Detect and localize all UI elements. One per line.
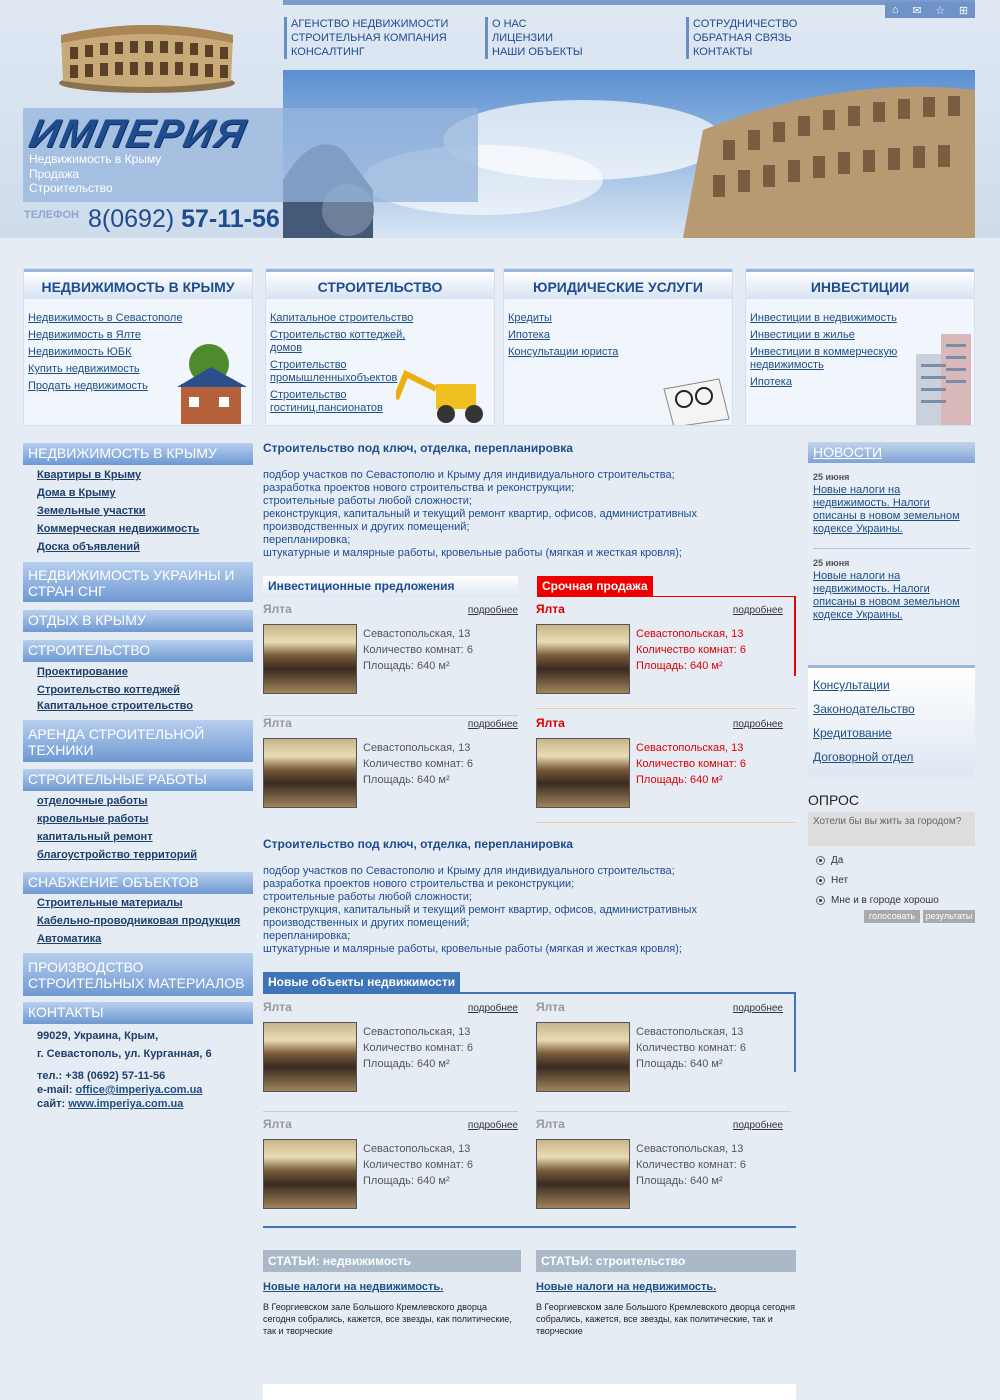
right-link-credit[interactable]: Кредитование: [813, 726, 892, 740]
left-menu-equipment-rent[interactable]: АРЕНДА СТРОИТЕЛЬНОЙ ТЕХНИКИ: [23, 720, 253, 762]
poll-option[interactable]: [816, 875, 975, 886]
articles-construction: [536, 1250, 796, 1337]
category-link[interactable]: Недвижимость в Ялте: [28, 329, 142, 341]
card-area: Площадь: 640 м²: [363, 1058, 450, 1070]
card-area: Площадь: 640 м²: [636, 1058, 723, 1070]
excavator-icon: [396, 369, 495, 426]
news-block: [808, 442, 975, 654]
category-link[interactable]: Строительство коттеджей, домов: [270, 329, 406, 354]
tagline: Продажа: [29, 167, 80, 181]
card-area: Площадь: 640 м²: [636, 774, 723, 786]
news-item[interactable]: Новые налоги на недвижимость. Налоги описаны в новом земельном кодексе Украины.: [813, 484, 960, 535]
poll-option[interactable]: [816, 895, 975, 906]
card-info: [363, 740, 473, 788]
urgent-divider: [536, 708, 796, 709]
left-menu-rest-crimea[interactable]: ОТДЫХ В КРЫМУ: [23, 610, 253, 632]
category-link[interactable]: Консультации юриста: [508, 346, 619, 358]
card-rooms: Количество комнат: 6: [363, 758, 473, 770]
category-link[interactable]: Купить недвижимость: [28, 363, 140, 375]
card-rooms: Количество комнат: 6: [636, 644, 746, 656]
news-item[interactable]: Новые налоги на недвижимость. Налоги описаны в новом земельном кодексе Украины.: [813, 570, 960, 621]
card-more-link[interactable]: подробнее: [467, 605, 518, 616]
news-divider: [813, 548, 970, 549]
card-rooms: Количество комнат: 6: [363, 1042, 473, 1054]
category-box-legal: [503, 268, 733, 426]
card-area: Площадь: 640 м²: [636, 660, 723, 672]
site-label: сайт:: [37, 1098, 66, 1110]
left-submenu-item[interactable]: Квартиры в Крыму: [37, 469, 142, 481]
articles-title: СТАТЬИ: недвижимость: [263, 1250, 521, 1272]
left-submenu-item[interactable]: Строительные материалы: [37, 897, 183, 909]
nav-link-about[interactable]: О НАС: [492, 18, 527, 30]
address-line: 99029, Украина, Крым,: [37, 1030, 159, 1042]
card-area: Площадь: 640 м²: [363, 1175, 450, 1187]
card-more-link[interactable]: подробнее: [732, 719, 783, 730]
left-submenu-item[interactable]: благоустройство территорий: [37, 849, 197, 861]
category-title: НЕДВИЖИМОСТЬ В КРЫМУ: [24, 269, 252, 299]
header-icon-bar: [885, 2, 975, 18]
card-address: Севастопольская, 13: [363, 628, 471, 640]
category-link[interactable]: Строительство гостиниц,пансионатов: [270, 389, 383, 414]
property-card[interactable]: [263, 1000, 518, 1110]
poll-option[interactable]: [816, 855, 975, 866]
poll-option-label: Мне и в городе хорошо: [831, 895, 939, 906]
category-title: ИНВЕСТИЦИИ: [746, 269, 974, 299]
left-submenu-item[interactable]: Проектирование: [37, 666, 128, 678]
card-info: [636, 1141, 746, 1189]
card-separator: [536, 1111, 791, 1112]
card-address: Севастопольская, 13: [363, 742, 471, 754]
left-menu-construction-works[interactable]: СТРОИТЕЛЬНЫЕ РАБОТЫ: [23, 769, 253, 791]
header-top-bar: [283, 0, 975, 5]
card-info: [363, 626, 473, 674]
property-photo[interactable]: [263, 738, 357, 808]
property-photo[interactable]: [263, 1022, 357, 1092]
card-city: Ялта: [536, 1000, 565, 1014]
category-link[interactable]: Недвижимость в Севастополе: [28, 312, 183, 324]
right-link-consultations[interactable]: Консультации: [813, 678, 890, 692]
right-links: [808, 665, 975, 777]
tagline: Строительство: [29, 181, 113, 195]
category-title: ЮРИДИЧЕСКИЕ УСЛУГИ: [504, 269, 732, 299]
card-city: Ялта: [263, 1117, 292, 1131]
card-address: Севастопольская, 13: [636, 628, 744, 640]
star-icon[interactable]: ☆: [935, 4, 946, 17]
left-submenu-item[interactable]: Земельные участки: [37, 505, 146, 517]
nav-link-feedback[interactable]: ОБРАТНАЯ СВЯЗЬ: [693, 32, 792, 44]
footer-strip: [263, 1384, 796, 1400]
poll-option-label: Нет: [831, 875, 849, 886]
category-link[interactable]: Инвестиции в жилье: [750, 329, 855, 341]
property-photo[interactable]: [536, 624, 630, 694]
card-area: Площадь: 640 м²: [636, 1175, 723, 1187]
property-card[interactable]: [263, 602, 518, 712]
property-card[interactable]: [536, 1000, 791, 1110]
category-link[interactable]: Инвестиции в недвижимость: [750, 312, 897, 324]
card-rooms: Количество комнат: 6: [363, 644, 473, 656]
category-link[interactable]: Строительство промышленныхобъектов: [270, 359, 398, 384]
left-submenu-item[interactable]: Коммерческая недвижимость: [37, 523, 200, 535]
category-link[interactable]: Ипотека: [750, 376, 792, 388]
card-rooms: Количество комнат: 6: [636, 1159, 746, 1171]
news-title[interactable]: НОВОСТИ: [808, 442, 975, 463]
left-submenu-item[interactable]: кровельные работы: [37, 813, 149, 825]
urgent-divider: [536, 822, 796, 823]
nav-link-agency[interactable]: АГЕНСТВО НЕДВИЖИМОСТИ: [291, 18, 449, 30]
content-heading: Строительство под ключ, отделка, перепланировка: [263, 837, 573, 851]
category-link[interactable]: Инвестиции в коммерческую недвижимость: [750, 346, 898, 371]
left-submenu-item[interactable]: капитальный ремонт: [37, 831, 153, 843]
card-info: [636, 626, 746, 674]
category-title: СТРОИТЕЛЬСТВО: [266, 269, 494, 299]
vote-button[interactable]: голосовать: [864, 910, 920, 923]
card-more-link[interactable]: подробнее: [467, 719, 518, 730]
card-address: Севастопольская, 13: [636, 1143, 744, 1155]
articles-realty: [263, 1250, 521, 1337]
article-link[interactable]: Новые налоги на недвижимость.: [536, 1281, 717, 1293]
article-text: В Георгиевском зале Большого Кремлевского дворца сегодня собрались, кажется, все звезды, как политические, так и творческие: [263, 1302, 512, 1336]
content-paragraph: подбор участков по Севастополю и Крыму для индивидуального строительства; разработка проектов нового строительства и реконструкции; строительные работы любой сложности; реконструкция, капитальный и текущий ремонт квартир, офисов, административных производственных и других помещений; перепланировка; штукатурные и малярные работы, кровельные работы (мягкая и жесткая кровля);: [263, 865, 697, 955]
category-link[interactable]: Капитальное строительство: [270, 312, 414, 324]
radio-icon[interactable]: [816, 856, 825, 865]
card-rooms: Количество комнат: 6: [636, 1042, 746, 1054]
phone-label: ТЕЛЕФОН: [24, 209, 79, 221]
card-city: Ялта: [536, 1117, 565, 1131]
phone-digits: 57-11-56: [181, 205, 280, 233]
right-link-contracts[interactable]: Договорной отдел: [813, 750, 914, 764]
card-area: Площадь: 640 м²: [363, 660, 450, 672]
property-card[interactable]: [263, 716, 518, 826]
left-submenu-item[interactable]: отделочные работы: [37, 795, 148, 807]
left-menu-realty-ukraine[interactable]: НЕДВИЖИМОСТЬ УКРАИНЫ И СТРАН СНГ: [23, 562, 253, 602]
card-rooms: Количество комнат: 6: [363, 1159, 473, 1171]
property-photo[interactable]: [263, 1139, 357, 1209]
left-menu-realty-crimea[interactable]: НЕДВИЖИМОСТЬ В КРЫМУ: [23, 443, 253, 465]
tagline: Недвижимость в Крыму: [29, 152, 162, 166]
left-menu-production[interactable]: ПРОИЗВОДСТВО СТРОИТЕЛЬНЫХ МАТЕРИАЛОВ: [23, 953, 253, 996]
article-link[interactable]: Новые налоги на недвижимость.: [263, 1281, 444, 1293]
property-photo[interactable]: [263, 624, 357, 694]
email-label: e-mail:: [37, 1084, 73, 1096]
radio-icon[interactable]: [816, 896, 825, 905]
top-nav-group: [686, 17, 797, 59]
poll-question: Хотели бы вы жить за городом?: [808, 812, 975, 846]
card-more-link[interactable]: подробнее: [732, 1003, 783, 1014]
left-submenu-item[interactable]: Автоматика: [37, 933, 102, 945]
card-address: Севастопольская, 13: [363, 1026, 471, 1038]
contact-email: [37, 1083, 202, 1097]
site-link[interactable]: www.imperiya.com.ua: [68, 1098, 184, 1110]
left-submenu-item[interactable]: Строительство коттеджей: [37, 684, 180, 696]
card-info: [636, 740, 746, 788]
articles-title: СТАТЬИ: строительство: [536, 1250, 796, 1272]
card-more-link[interactable]: подробнее: [732, 1120, 783, 1131]
category-box-construction: [265, 268, 495, 426]
card-more-link[interactable]: подробнее: [467, 1003, 518, 1014]
documents-icon: [654, 369, 733, 426]
poll-buttons: [808, 910, 975, 923]
category-link[interactable]: Продать недвижимость: [28, 380, 148, 392]
left-submenu-item[interactable]: Капитальное строительство: [37, 700, 193, 712]
property-card-urgent[interactable]: [536, 716, 791, 826]
property-card[interactable]: [536, 1117, 791, 1227]
left-submenu-item[interactable]: Кабельно-проводниковая продукция: [37, 915, 241, 927]
building-icon: [911, 324, 975, 426]
home-icon[interactable]: ⌂: [891, 4, 899, 16]
property-photo[interactable]: [536, 738, 630, 808]
content-divider: [263, 1226, 796, 1228]
nav-link-consulting[interactable]: КОНСАЛТИНГ: [291, 46, 365, 58]
card-address: Севастопольская, 13: [363, 1143, 471, 1155]
tab-new-objects[interactable]: Новые объекты недвижимости: [263, 972, 460, 993]
card-city: Ялта: [536, 716, 565, 730]
results-button[interactable]: результаты: [923, 910, 975, 923]
poll-option-label: Да: [831, 855, 844, 866]
news-date: 25 июня: [813, 472, 850, 482]
content-paragraph: подбор участков по Севастополю и Крыму для индивидуального строительства; разработка проектов нового строительства и реконструкции; строительные работы любой сложности; реконструкция, капитальный и текущий ремонт квартир, офисов, административных производственных и других помещений; перепланировка; штукатурные и малярные работы, кровельные работы (мягкая и жесткая кровля);: [263, 469, 697, 559]
category-link[interactable]: Кредиты: [508, 312, 552, 324]
poll-block: [808, 792, 975, 923]
brand-logo-text: ИМПЕРИЯ: [25, 112, 251, 156]
category-box-realty: [23, 268, 253, 426]
card-city: Ялта: [263, 1000, 292, 1014]
top-nav-group: [284, 17, 448, 59]
nav-link-objects[interactable]: НАШИ ОБЪЕКТЫ: [492, 46, 583, 58]
nav-link-contacts[interactable]: КОНТАКТЫ: [693, 46, 753, 58]
mail-icon[interactable]: ✉: [912, 4, 922, 17]
card-city: Ялта: [263, 602, 292, 616]
property-card-urgent[interactable]: [536, 602, 791, 712]
card-more-link[interactable]: подробнее: [467, 1120, 518, 1131]
card-address: Севастопольская, 13: [636, 742, 744, 754]
left-menu-construction[interactable]: СТРОИТЕЛЬСТВО: [23, 640, 253, 662]
phone-number: [88, 205, 280, 234]
address-line: г. Севастополь, ул. Курганная, 6: [37, 1048, 212, 1060]
card-more-link[interactable]: подробнее: [732, 605, 783, 616]
poll-title: ОПРОС: [808, 792, 859, 808]
card-rooms: Количество комнат: 6: [636, 758, 746, 770]
top-nav-group: [485, 17, 583, 59]
card-info: [363, 1141, 473, 1189]
nav-link-construction[interactable]: СТРОИТЕЛЬНАЯ КОМПАНИЯ: [291, 32, 447, 44]
phone-prefix: 8(0692): [88, 205, 175, 233]
news-date: 25 июня: [813, 558, 850, 568]
card-area: Площадь: 640 м²: [363, 774, 450, 786]
nav-link-licenses[interactable]: ЛИЦЕНЗИИ: [492, 32, 553, 44]
nav-link-cooperation[interactable]: СОТРУДНИЧЕСТВО: [693, 18, 798, 30]
radio-icon[interactable]: [816, 876, 825, 885]
left-menu-supply[interactable]: СНАБЖЕНИЕ ОБЪЕКТОВ: [23, 872, 253, 894]
tab-urgent-sale[interactable]: Срочная продажа: [537, 576, 653, 597]
property-photo[interactable]: [536, 1139, 630, 1209]
category-link[interactable]: Ипотека: [508, 329, 550, 341]
content-heading: Строительство под ключ, отделка, перепланировка: [263, 441, 573, 455]
property-card[interactable]: [263, 1117, 518, 1227]
category-box-investment: [745, 268, 975, 426]
article-text: В Георгиевском зале Большого Кремлевского дворца сегодня собрались, кажется, все звезды, как политические, так и творческие: [536, 1302, 795, 1336]
email-link[interactable]: office@imperiya.com.ua: [75, 1084, 203, 1096]
right-link-legislation[interactable]: Законодательство: [813, 702, 915, 716]
category-link[interactable]: Недвижимость ЮБК: [28, 346, 132, 358]
property-photo[interactable]: [536, 1022, 630, 1092]
left-submenu-item[interactable]: Дома в Крыму: [37, 487, 116, 499]
tab-investment-offers[interactable]: Инвестиционные предложения: [263, 576, 518, 597]
card-address: Севастопольская, 13: [636, 1026, 744, 1038]
card-city: Ялта: [536, 602, 565, 616]
colosseum-logo-icon: [55, 15, 240, 95]
sitemap-icon[interactable]: ⊞: [958, 4, 969, 17]
contact-site: [37, 1097, 183, 1111]
contact-phone: тел.: +38 (0692) 57-11-56: [37, 1070, 166, 1082]
house-icon: [169, 339, 253, 426]
card-city: Ялта: [263, 716, 292, 730]
card-info: [636, 1024, 746, 1072]
card-info: [363, 1024, 473, 1072]
left-menu-contacts[interactable]: КОНТАКТЫ: [23, 1002, 253, 1024]
card-separator: [263, 1111, 518, 1112]
left-submenu-item[interactable]: Доска объявлений: [37, 541, 140, 553]
